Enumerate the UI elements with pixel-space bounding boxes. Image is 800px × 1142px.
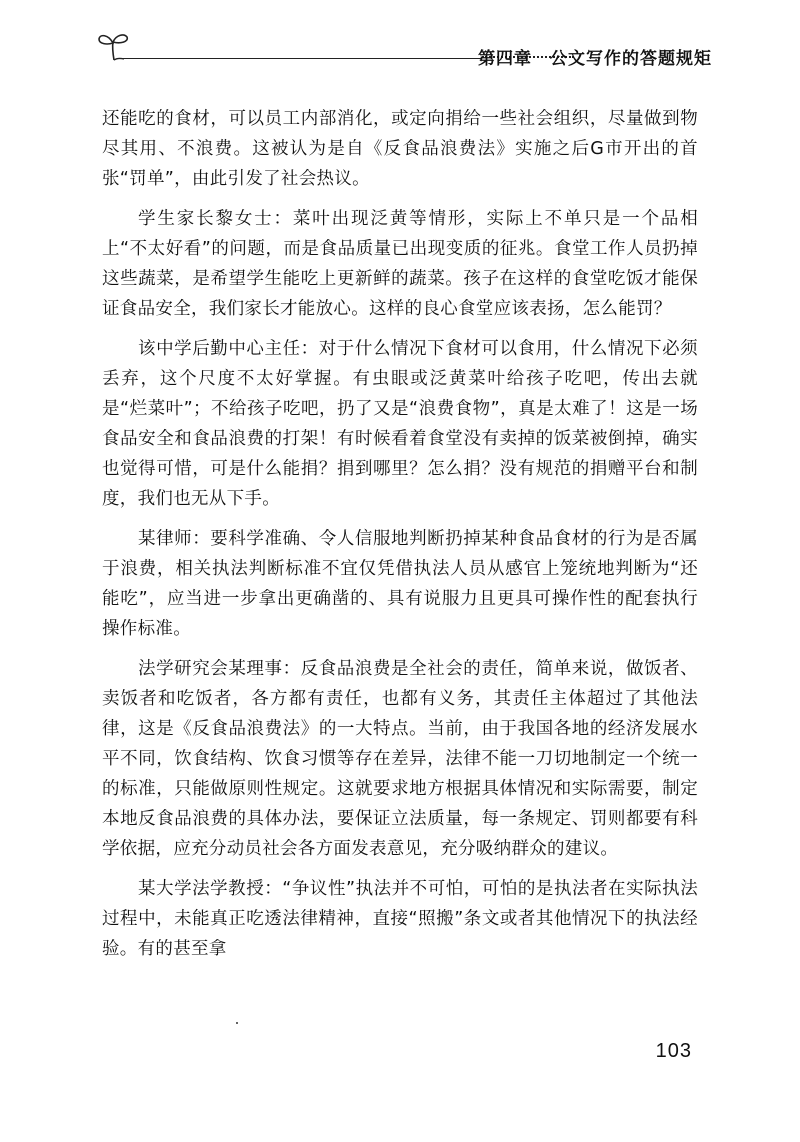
paragraph: 该中学后勤中心主任：对于什么情况下食材可以食用，什么情况下必须丢弃，这个尺度不太好掌握。有虫眼或泛黄菜叶给孩子吃吧，传出去就是“烂菜叶”；不给孩子吃吧，扔了又是“浪费食物”，真是太难了！这是一场食品安全和食品浪费的打架！有时候看着食堂没有卖掉的饭菜被倒掉，确实也觉得可惜，可是什么能捐？捐到哪里？怎么捐？没有规范的捐赠平台和制度，我们也无从下手。 bbox=[102, 339, 698, 509]
paragraph: 还能吃的食材，可以员工内部消化，或定向捐给一些社会组织，尽量做到物尽其用、不浪费。这被认为是自《反食品浪费法》实施之后G市开出的首张“罚单”，由此引发了社会热议。 bbox=[102, 109, 698, 189]
chapter-title: 第四章 公文写作的答题规矩 bbox=[478, 49, 712, 69]
page-number: 103 bbox=[655, 1040, 692, 1062]
paragraph: 学生家长黎女士：菜叶出现泛黄等情形，实际上不单只是一个品相上“不太好看”的问题，而是食品质量已出现变质的征兆。食堂工作人员扔掉这些蔬菜，是希望学生能吃上更新鲜的蔬菜。孩子在这样的食堂吃饭才能保证食品安全，我们家长才能放心。这样的良心食堂应该表扬，怎么能罚？ bbox=[102, 209, 698, 319]
header-rule bbox=[120, 58, 482, 59]
paragraph: 某大学法学教授：“争议性”执法并不可怕，可怕的是执法者在实际执法过程中，未能真正吃透法律精神，直接“照搬”条文或者其他情况下的执法经验。有的甚至拿 bbox=[102, 879, 698, 959]
paragraph: 某律师：要科学准确、令人信服地判断扔掉某种食品食材的行为是否属于浪费，相关执法判断标准不宜仅凭借执法人员从感官上笼统地判断为“还能吃”，应当进一步拿出更确凿的、具有说服力且更具可操作性的配套执行操作标准。 bbox=[102, 529, 698, 639]
paragraph: 法学研究会某理事：反食品浪费是全社会的责任，简单来说，做饭者、卖饭者和吃饭者，各方都有责任，也都有义务，其责任主体超过了其他法律，这是《反食品浪费法》的一大特点。当前，由于我国各地的经济发展水平不同，饮食结构、饮食习惯等存在差异，法律不能一刀切地制定一个统一的标准，只能做原则性规定。这就要求地方根据具体情况和实际需要，制定本地反食品浪费的具体办法，要保证立法质量，每一条规定、罚则都要有科学依据，应充分动员社会各方面发表意见，充分吸纳群众的建议。 bbox=[102, 659, 698, 859]
running-header bbox=[96, 30, 712, 69]
body-text bbox=[102, 104, 698, 974]
scan-speck bbox=[236, 1022, 238, 1024]
